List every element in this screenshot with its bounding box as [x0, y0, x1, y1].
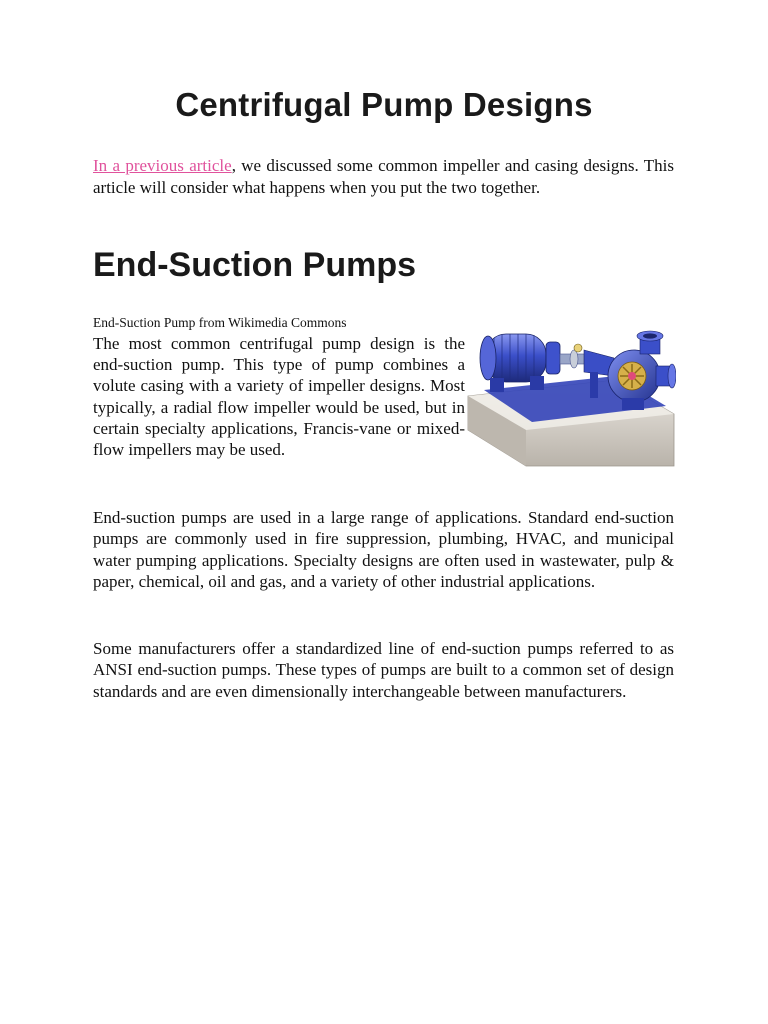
paragraph-ansi: Some manufacturers offer a standardized line of end-suction pumps referred to as ANSI end-suction pumps. These types of pumps are built to a common set of design standards and are even dimensionally interchangeable between manufacturers.	[93, 639, 674, 701]
paragraph-applications: End-suction pumps are used in a large range of applications. Standard end-suction pumps are commonly used in fire suppression, plumbing, HVAC, and municipal water pumping applications. Specialty designs are often used in wastewater, pulp & paper, chemical, oil and gas, and a variety of other industrial applications.	[93, 508, 674, 591]
previous-article-link[interactable]: In a previous article	[93, 156, 232, 175]
paragraph-common-design: The most common centrifugal pump design is the end-suction pump. This type of pump combines a volute casing with a variety of impeller designs. Most typically, a radial flow impeller would be used, but in certain specialty applications, Francis-vane or mixed-flow impellers may be used.	[93, 334, 465, 460]
page-title: Centrifugal Pump Designs	[175, 86, 593, 123]
intro-paragraph	[93, 155, 674, 198]
intro-text: , we discussed some common impeller and casing designs. This article will consider what happens when you put the two together.	[93, 156, 674, 197]
figure-caption: End-Suction Pump from Wikimedia Commons	[93, 315, 347, 330]
end-suction-pump-image	[466, 318, 676, 468]
section-heading: End-Suction Pumps	[93, 246, 416, 284]
